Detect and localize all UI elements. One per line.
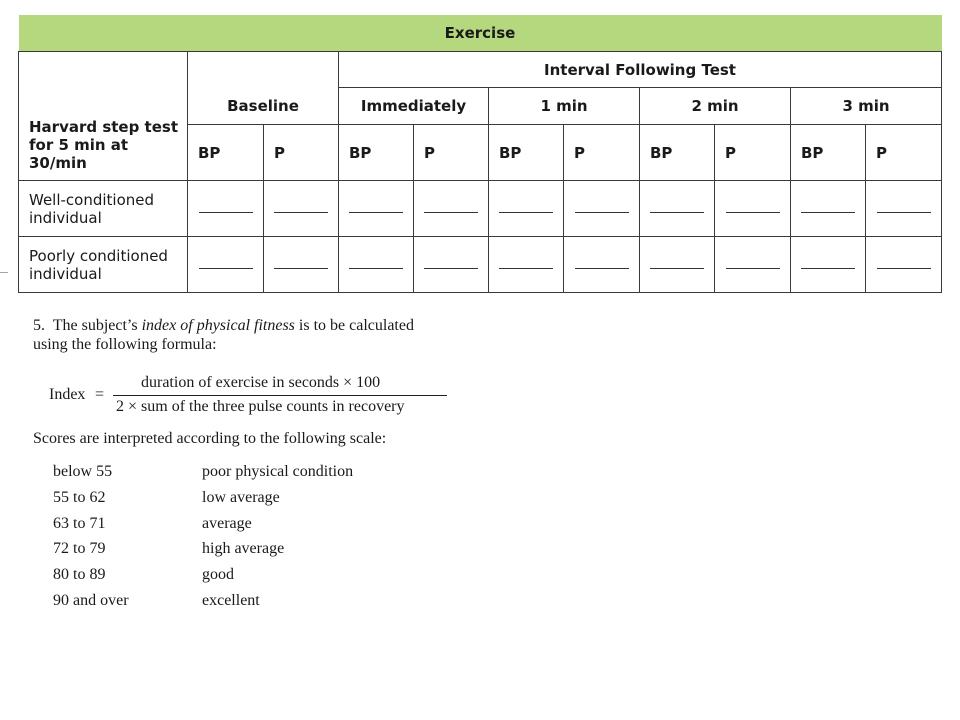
- baseline-header: [188, 52, 339, 125]
- blank-field[interactable]: [489, 181, 564, 237]
- scale-range: 80 to 89: [53, 566, 106, 584]
- fraction-bar: [113, 395, 447, 396]
- row-label-line1: Poorly conditioned: [29, 246, 168, 265]
- row-label-line1: Well-conditioned: [29, 190, 155, 209]
- blank-field[interactable]: [339, 237, 414, 293]
- interval-immediately-header: [339, 88, 489, 125]
- blank-field[interactable]: [414, 237, 489, 293]
- test-label-line1: Harvard step test: [29, 118, 179, 136]
- list-item: [53, 489, 553, 515]
- test-label-cell: [19, 52, 188, 181]
- bp-label: BP: [650, 143, 673, 162]
- blank-field[interactable]: [188, 237, 264, 293]
- blank-field[interactable]: [791, 181, 866, 237]
- interval-1min-label: 1 min: [540, 97, 588, 115]
- scale-range: 72 to 79: [53, 540, 106, 558]
- p-label: P: [876, 143, 887, 162]
- 1min-p-header: [564, 125, 640, 181]
- scale-description: high average: [202, 540, 285, 558]
- list-item: [53, 515, 553, 541]
- list-item: [53, 540, 553, 566]
- formula-numerator: duration of exercise in seconds × 100: [141, 374, 381, 391]
- bp-label: BP: [499, 143, 522, 162]
- bp-label: BP: [349, 143, 372, 162]
- instructions-section: [33, 316, 733, 609]
- blank-field[interactable]: [866, 181, 942, 237]
- immediately-bp-header: [339, 125, 414, 181]
- score-scale: [53, 463, 553, 618]
- list-item: [53, 463, 553, 489]
- blank-field[interactable]: [188, 181, 264, 237]
- list-item: [53, 592, 553, 618]
- baseline-bp-header: [188, 125, 264, 181]
- test-label-line2: for 5 min at 30/min: [29, 136, 129, 172]
- interval-label: Interval Following Test: [544, 60, 736, 79]
- immediately-p-header: [414, 125, 489, 181]
- row-label-well-conditioned: [19, 181, 188, 237]
- blank-field[interactable]: [339, 181, 414, 237]
- interval-immediately-label: Immediately: [360, 97, 467, 115]
- formula-equals: =: [95, 386, 105, 403]
- question-number: 5.: [33, 317, 45, 334]
- fitness-data-table-sheet: [18, 15, 941, 293]
- blank-field[interactable]: [264, 237, 339, 293]
- question-line-2: using the following formula:: [33, 336, 217, 353]
- interval-3min-label: 3 min: [842, 97, 890, 115]
- blank-field[interactable]: [715, 181, 791, 237]
- bp-label: BP: [801, 143, 824, 162]
- blank-field[interactable]: [715, 237, 791, 293]
- scale-description: excellent: [202, 591, 260, 609]
- scale-description: poor physical condition: [202, 463, 354, 480]
- formula-denominator: 2 × sum of the three pulse counts in recovery: [116, 398, 405, 415]
- blank-field[interactable]: [640, 237, 715, 293]
- scale-description: low average: [202, 488, 280, 506]
- p-label: P: [725, 143, 736, 162]
- list-item: [53, 566, 553, 592]
- interval-1min-header: [489, 88, 640, 125]
- question-text-post: is to be calculated: [294, 317, 414, 334]
- blank-field[interactable]: [564, 237, 640, 293]
- 3min-bp-header: [791, 125, 866, 181]
- exercise-header: [19, 15, 942, 52]
- blank-field[interactable]: [564, 181, 640, 237]
- scale-range: 63 to 71: [53, 514, 106, 532]
- scale-intro: Scores are interpreted according to the following scale:: [33, 430, 387, 447]
- 1min-bp-header: [489, 125, 564, 181]
- table-row: [19, 181, 942, 237]
- bp-label: BP: [198, 143, 221, 162]
- index-formula: [49, 374, 469, 418]
- row-label-line2: individual: [29, 264, 102, 283]
- interval-3min-header: [791, 88, 942, 125]
- p-label: P: [574, 143, 585, 162]
- question-text-pre: The subject’s: [52, 317, 142, 334]
- question-emphasis: index of physical fitness: [141, 317, 295, 334]
- scale-description: good: [202, 566, 234, 584]
- scale-range: below 55: [53, 463, 113, 480]
- row-label-line2: individual: [29, 208, 102, 227]
- 3min-p-header: [866, 125, 942, 181]
- p-label: P: [274, 143, 285, 162]
- baseline-label: Baseline: [227, 97, 299, 115]
- blank-field[interactable]: [640, 181, 715, 237]
- scale-range: 55 to 62: [53, 488, 106, 506]
- margin-tick-mark: [0, 272, 8, 273]
- scale-range: 90 and over: [53, 591, 129, 609]
- exercise-title: Exercise: [444, 24, 516, 42]
- fitness-data-table: [18, 15, 942, 293]
- question-line-1: [33, 316, 733, 335]
- formula-label: Index: [49, 386, 86, 403]
- interval-2min-label: 2 min: [691, 97, 739, 115]
- 2min-p-header: [715, 125, 791, 181]
- 2min-bp-header: [640, 125, 715, 181]
- blank-field[interactable]: [791, 237, 866, 293]
- blank-field[interactable]: [866, 237, 942, 293]
- interval-2min-header: [640, 88, 791, 125]
- blank-field[interactable]: [489, 237, 564, 293]
- table-row: [19, 237, 942, 293]
- row-label-poorly-conditioned: [19, 237, 188, 293]
- p-label: P: [424, 143, 435, 162]
- scale-description: average: [202, 514, 252, 532]
- interval-header: [339, 52, 942, 88]
- blank-field[interactable]: [264, 181, 339, 237]
- blank-field[interactable]: [414, 181, 489, 237]
- baseline-p-header: [264, 125, 339, 181]
